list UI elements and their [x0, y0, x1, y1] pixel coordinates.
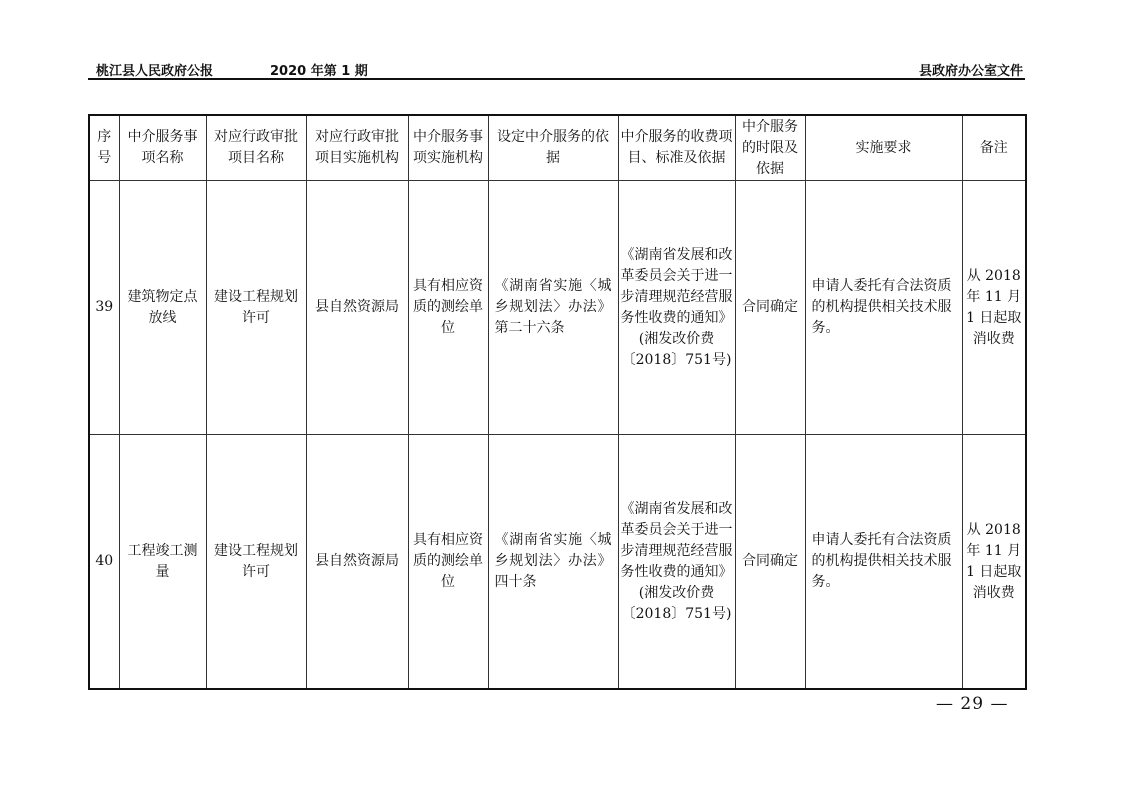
cell-service: 工程竣工测量	[119, 435, 206, 690]
col-header-service: 中介服务事项名称	[119, 115, 206, 181]
cell-approval-agency: 县自然资源局	[306, 181, 408, 435]
cell-fee: 《湖南省发展和改革委员会关于进一步清理规范经营服务性收费的通知》(湘发改价费〔2018〕751号)	[618, 435, 735, 690]
document-category: 县政府办公室文件	[918, 64, 1023, 79]
col-header-no: 序号	[89, 115, 119, 181]
col-header-fee: 中介服务的收费项目、标准及依据	[618, 115, 735, 181]
cell-service-agency: 具有相应资质的测绘单位	[408, 435, 488, 690]
publication-title: 桃江县人民政府公报	[96, 64, 214, 79]
cell-requirement: 申请人委托有合法资质的机构提供相关技术服务。	[805, 181, 962, 435]
intermediary-services-table	[88, 114, 1027, 690]
cell-requirement: 申请人委托有合法资质的机构提供相关技术服务。	[805, 435, 962, 690]
col-header-requirement: 实施要求	[805, 115, 962, 181]
cell-service: 建筑物定点放线	[119, 181, 206, 435]
table-row	[89, 181, 1026, 435]
cell-approval-item: 建设工程规划许可	[206, 435, 306, 690]
table-header-row	[89, 115, 1026, 181]
col-header-time-limit: 中介服务的时限及依据	[735, 115, 805, 181]
cell-time-limit: 合同确定	[735, 181, 805, 435]
cell-service-agency: 具有相应资质的测绘单位	[408, 181, 488, 435]
col-header-service-agency: 中介服务事项实施机构	[408, 115, 488, 181]
col-header-approval-item: 对应行政审批项目名称	[206, 115, 306, 181]
cell-no: 39	[89, 181, 119, 435]
header-rule	[88, 78, 1025, 80]
cell-basis: 《湖南省实施〈城乡规划法〉办法》第二十六条	[488, 181, 618, 435]
col-header-remark: 备注	[962, 115, 1026, 181]
col-header-basis: 设定中介服务的依据	[488, 115, 618, 181]
cell-no: 40	[89, 435, 119, 690]
cell-fee: 《湖南省发展和改革委员会关于进一步清理规范经营服务性收费的通知》(湘发改价费〔2018〕751号)	[618, 181, 735, 435]
cell-approval-agency: 县自然资源局	[306, 435, 408, 690]
cell-remark: 从 2018 年 11 月 1 日起取消收费	[962, 181, 1026, 435]
issue-number: 2020 年第 1 期	[270, 64, 368, 79]
cell-approval-item: 建设工程规划许可	[206, 181, 306, 435]
cell-time-limit: 合同确定	[735, 435, 805, 690]
cell-basis: 《湖南省实施〈城乡规划法〉办法》四十条	[488, 435, 618, 690]
page-number: — 29 —	[936, 694, 1009, 714]
col-header-approval-agency: 对应行政审批项目实施机构	[306, 115, 408, 181]
table-row	[89, 435, 1026, 690]
cell-remark: 从 2018 年 11 月 1 日起取消收费	[962, 435, 1026, 690]
